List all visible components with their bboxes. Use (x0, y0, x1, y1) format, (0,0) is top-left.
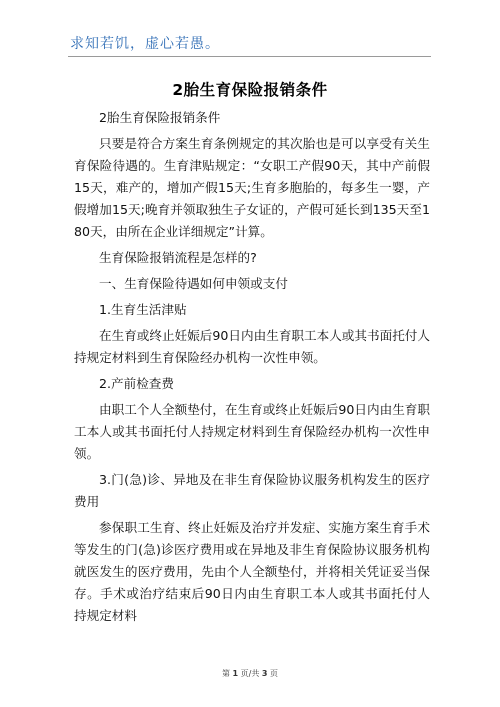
body-paragraph: 在生育或终止妊娠后90日内由生育职工本人或其书面托付人持规定材料到生育保险经办机构一次性申领。 (74, 328, 430, 365)
document-title: 2胎生育保险报销条件 (172, 81, 328, 99)
document-body (74, 107, 430, 627)
footer-middle: 页/共 (240, 669, 260, 678)
section-heading: 一、生育保险待遇如何申领或支付 (99, 276, 288, 291)
current-page-number: 1 (232, 669, 239, 678)
subsection-heading: 1.生育生活津贴 (99, 302, 187, 317)
body-paragraph: 只要是符合方案生育条例规定的其次胎也是可以享受有关生育保险待遇的。生育津贴规定：“女职工产假90天，其中产前假15天，难产的，增加产假15天;生育多胞胎的，每多生一婴，产假增加15天;晚育并领取独生子女证的，产假可延长到135天至180天，由所在企业详细规定”计算。 (74, 136, 430, 239)
total-page-number: 3 (261, 669, 268, 678)
page-footer (0, 668, 500, 679)
section-heading: 2胎生育保险报销条件 (99, 110, 221, 125)
footer-suffix: 页 (270, 669, 279, 678)
footer-prefix: 第 (221, 669, 230, 678)
header-motto: 求知若饥，虚心若愚。 (70, 36, 220, 52)
body-paragraph: 参保职工生育、终止妊娠及治疗并发症、实施方案生育手术等发生的门(急)诊医疗费用或在异地及非生育保险协议服务机构就医发生的医疗费用，先由个人全额垫付，并将相关凭证妥当保存。手术或治疗结束后90日内由生育职工本人或其书面托付人持规定材料 (74, 520, 430, 623)
body-paragraph: 由职工个人全额垫付，在生育或终止妊娠后90日内由生育职工本人或其书面托付人持规定材料到生育保险经办机构一次性申领。 (74, 402, 430, 461)
subsection-heading: 2.产前检查费 (99, 376, 174, 391)
subsection-heading: 3.门(急)诊、异地及在非生育保险协议服务机构发生的医疗费用 (74, 472, 430, 509)
question-paragraph: 生育保险报销流程是怎样的? (99, 250, 257, 265)
header-divider (68, 56, 431, 57)
